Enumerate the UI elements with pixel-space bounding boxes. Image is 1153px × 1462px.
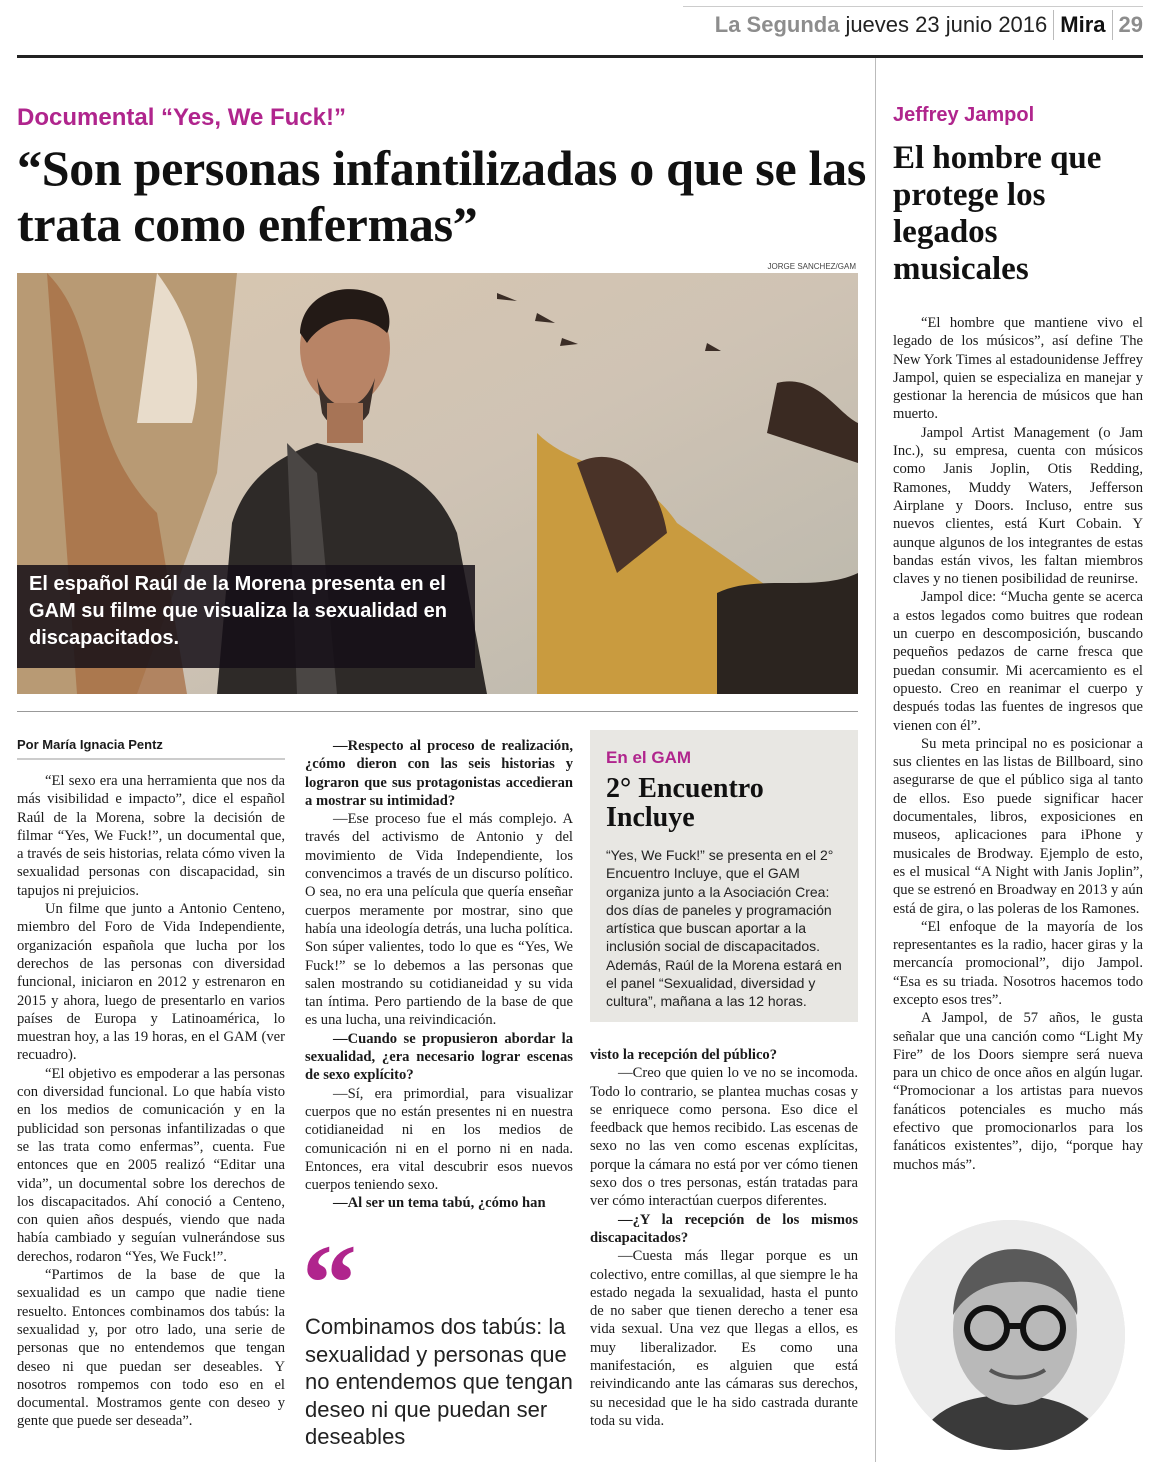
paragraph: —Sí, era primordial, para visualizar cuerpos que no están presentes ni en nuestra cotidianeidad ni en los medios de comunicación ni en el porno ni en nada. Entonces, era vital descubrir esos nuevos cuerpos teniendo sexo. (305, 1085, 573, 1194)
interview-question: —Cuando se propusieron abordar la sexualidad, ¿era necesario lograr escenas de sexo explícito? (305, 1030, 573, 1084)
paragraph: Jampol Artist Management (o Jam Inc.), su empresa, cuenta con músicos como Janis Joplin, Otis Redding, Ramones, Muddy Waters, Jefferson Airplane y Doors. Incluso, entre sus nuevos clientes, está Kurt Cobain. Y aunque algunos de los integrantes de estas bandas están vivos, les faltan miembros claves y no tienen posibilidad de reunirse. (893, 424, 1143, 588)
paragraph: Un filme que junto a Antonio Centeno, miembro del Foro de Vida Independiente, organización española que lucha por los derechos de las personas con diversidad funcional, iniciaron en 2012 y estrenaron en 2015 y ahora, luego de presentarlo en varios países de Europa y Latinoamérica, lo muestran hoy, a las 19 horas, en el GAM (ver recuadro). (17, 901, 285, 1064)
article-column-3 (590, 1046, 858, 1430)
interview-question: —Respecto al proceso de realización, ¿cómo dieron con las seis historias y lograron que sus protagonistas accedieran a mostrar su intimidad? (305, 738, 573, 809)
photo-caption: El español Raúl de la Morena presenta en el GAM su filme que visualiza la sexualidad en discapacitados. (17, 565, 475, 668)
paragraph: “El sexo era una herramienta que nos da más visibilidad e impacto”, dice el español Raúl de la Morena, sobre la decisión de filmar “Yes, We Fuck!”, un documental que, a través de seis historias, relata cómo viven la sexualidad personas con discapacidad, sin tapujos ni prejuicios. (17, 773, 285, 899)
side-article-body (893, 314, 1143, 1174)
interview-question: —¿Y la recepción de los mismos discapacitados? (590, 1211, 858, 1246)
newspaper-name: La Segunda (714, 12, 840, 37)
header-rule (17, 55, 1143, 58)
side-article-kicker: Jeffrey Jampol (893, 104, 1035, 126)
paragraph: —Cuesta más llegar porque es un colectivo, entre comillas, al que siempre le ha estado negada la sexualidad, hasta el punto de no saber que tienen derecho a tener esa vida sexual. Una vez que llegas a ellos, es muy liberalizador. Es como una manifestación, es alguien que está reivindicando ante las cámaras sus derechos, su necesidad que le ha sido castrada durante toda su vida. (590, 1248, 858, 1429)
interview-question: visto la recepción del público? (590, 1047, 778, 1063)
article-column-2 (305, 737, 573, 1213)
paragraph: “El hombre que mantiene vivo el legado de los músicos”, así define The New York Times al estadounidense Jeffrey Jampol, quien se especializa en manejar y gestionar la herencia de músicos que han muerto. (893, 315, 1143, 423)
box-body: “Yes, We Fuck!” se presenta en el 2° Encuentro Incluye, que el GAM organiza junto a la Asociación Crea: dos días de paneles y programación artística que buscan aportar a la inclusión social de discapacitados. Además, Raúl de la Morena estará en el panel “Sexualidad, diversidad y cultura”, mañana a las 12 horas. (606, 847, 842, 1010)
article-column-1 (17, 772, 285, 1431)
box-title: 2° Encuentro Incluye (606, 773, 764, 833)
paragraph: Su meta principal no es posicionar a sus clientes en las listas de Billboard, sino asegurarse de que el público siga al tanto de ellos. Eso puede significar hacer documentales, libros, exposiciones en museos, aplicaciones para iPhone y musicales de Brodway. Ejemplo de esto, es el musical “A Night with Janis Joplin”, que se estrenó en Broadway en 2013 y aún está de gira, o las poleras de los Ramones. (893, 735, 1143, 917)
section-name: Mira (1060, 12, 1106, 37)
page-number: 29 (1118, 12, 1143, 37)
box-kicker: En el GAM (606, 748, 692, 767)
issue-date: jueves 23 junio 2016 (845, 12, 1048, 37)
column-divider (875, 58, 876, 1462)
article-kicker: Documental “Yes, We Fuck!” (17, 104, 346, 131)
byline: Por María Ignacia Pentz (17, 737, 285, 760)
article-headline: “Son personas infantilizadas o que se las trata como enfermas” (17, 140, 866, 252)
paragraph: “Partimos de la base de que la sexualidad es un campo que nadie tiene resuelto. Entonces combinamos dos tabús: la sexualidad y, por otro lado, una serie de personas que no entendemos que tengan deseo ni que puedan ser deseables. Y nosotros rompemos con todo eso en el documental. Mostramos gente con deseo y gente que puede ser deseada”. (17, 1267, 285, 1430)
interview-question: —Al ser un tema tabú, ¿cómo han (333, 1195, 546, 1212)
divider (1053, 10, 1054, 40)
paragraph: —Creo que quien lo ve no se incomoda. Todo lo contrario, se plantea muchas cosas y se enriquece como persona. Eso dice el feedback que hemos recibido. Las escenas de sexo no las ven como escenas explícitas, porque la cámara no está por ver cómo tienen sexo dos o tres personas, están tratadas para ver cómo interactúan cuerpos diferentes. (590, 1065, 858, 1210)
paragraph: Jampol dice: “Mucha gente se acerca a estos legados como buitres que rodean un cuerpo en descomposición, buscando pequeños pedazos de carne fresca que puedan consumir. Mi acercamiento es el opuesto. Creo en reanimar el cuerpo y después todas las fuentes de ingresos que vienen con él”. (893, 589, 1143, 734)
quote-mark-icon: “ (302, 1222, 357, 1344)
paragraph: A Jampol, de 57 años, le gusta señalar que una canción como “Light My Fire” de los Doors siempre será nueva para un chico de once años en algún lugar. “Promocionar a los artistas para nuevos fanáticos potenciales es mucho más efectivo que promocionarlos para los fanáticos existentes”, dijo, “porque hay muchos más”. (893, 1010, 1143, 1173)
divider (1112, 10, 1113, 40)
side-article-headline: El hombre que protege los legados musicales (893, 140, 1102, 287)
man-with-glasses-image (895, 1220, 1125, 1450)
section-rule (17, 711, 858, 712)
masthead (715, 10, 1143, 40)
portrait-photo (895, 1220, 1125, 1450)
paragraph: —Ese proceso fue el más complejo. A través del activismo de Antonio y del movimiento de Vida Independiente, los convencimos a través de un discurso político. O sea, no era una película que quería enseñar cuerpos meramente por mostrar, sino que había una ideología detrás, una lucha política. Son súper valientes, todo lo que es “Yes, We Fuck!” se lo debemos a las personas que salen mostrando su cotidianeidad y su vida tan íntima. Pero partiendo de la base de que es una lucha, una reivindicación. (305, 811, 573, 1029)
photo-credit: JORGE SANCHEZ/GAM (767, 262, 856, 271)
paragraph: “El enfoque de la mayoría de los representantes es la radio, hacer giras y la mercancía promocional”, dijo Jampol. “Esa es su triada. Nosotros hacemos todo excepto esos tres”. (893, 918, 1143, 1008)
pull-quote: Combinamos dos tabús: la sexualidad y personas que no entendemos que tengan deseo ni que puedan ser deseables (305, 1314, 573, 1449)
sidebar-box (590, 730, 858, 1022)
top-rule (683, 6, 1143, 7)
paragraph: “El objetivo es empoderar a las personas con diversidad funcional. Lo que había visto en los medios de comunicación y en la publicidad son personas infantilizadas o que se las trata como enfermas”, cuenta. Fue entonces que en 2005 realizó “Editar una vida”, un documental sobre los derechos de los discapacitados. Ahí conoció a Centeno, con quien años después, viendo que nada había cambiado y seguían vulnerándose sus derechos, rodaron “Yes, We Fuck!”. (17, 1065, 285, 1265)
